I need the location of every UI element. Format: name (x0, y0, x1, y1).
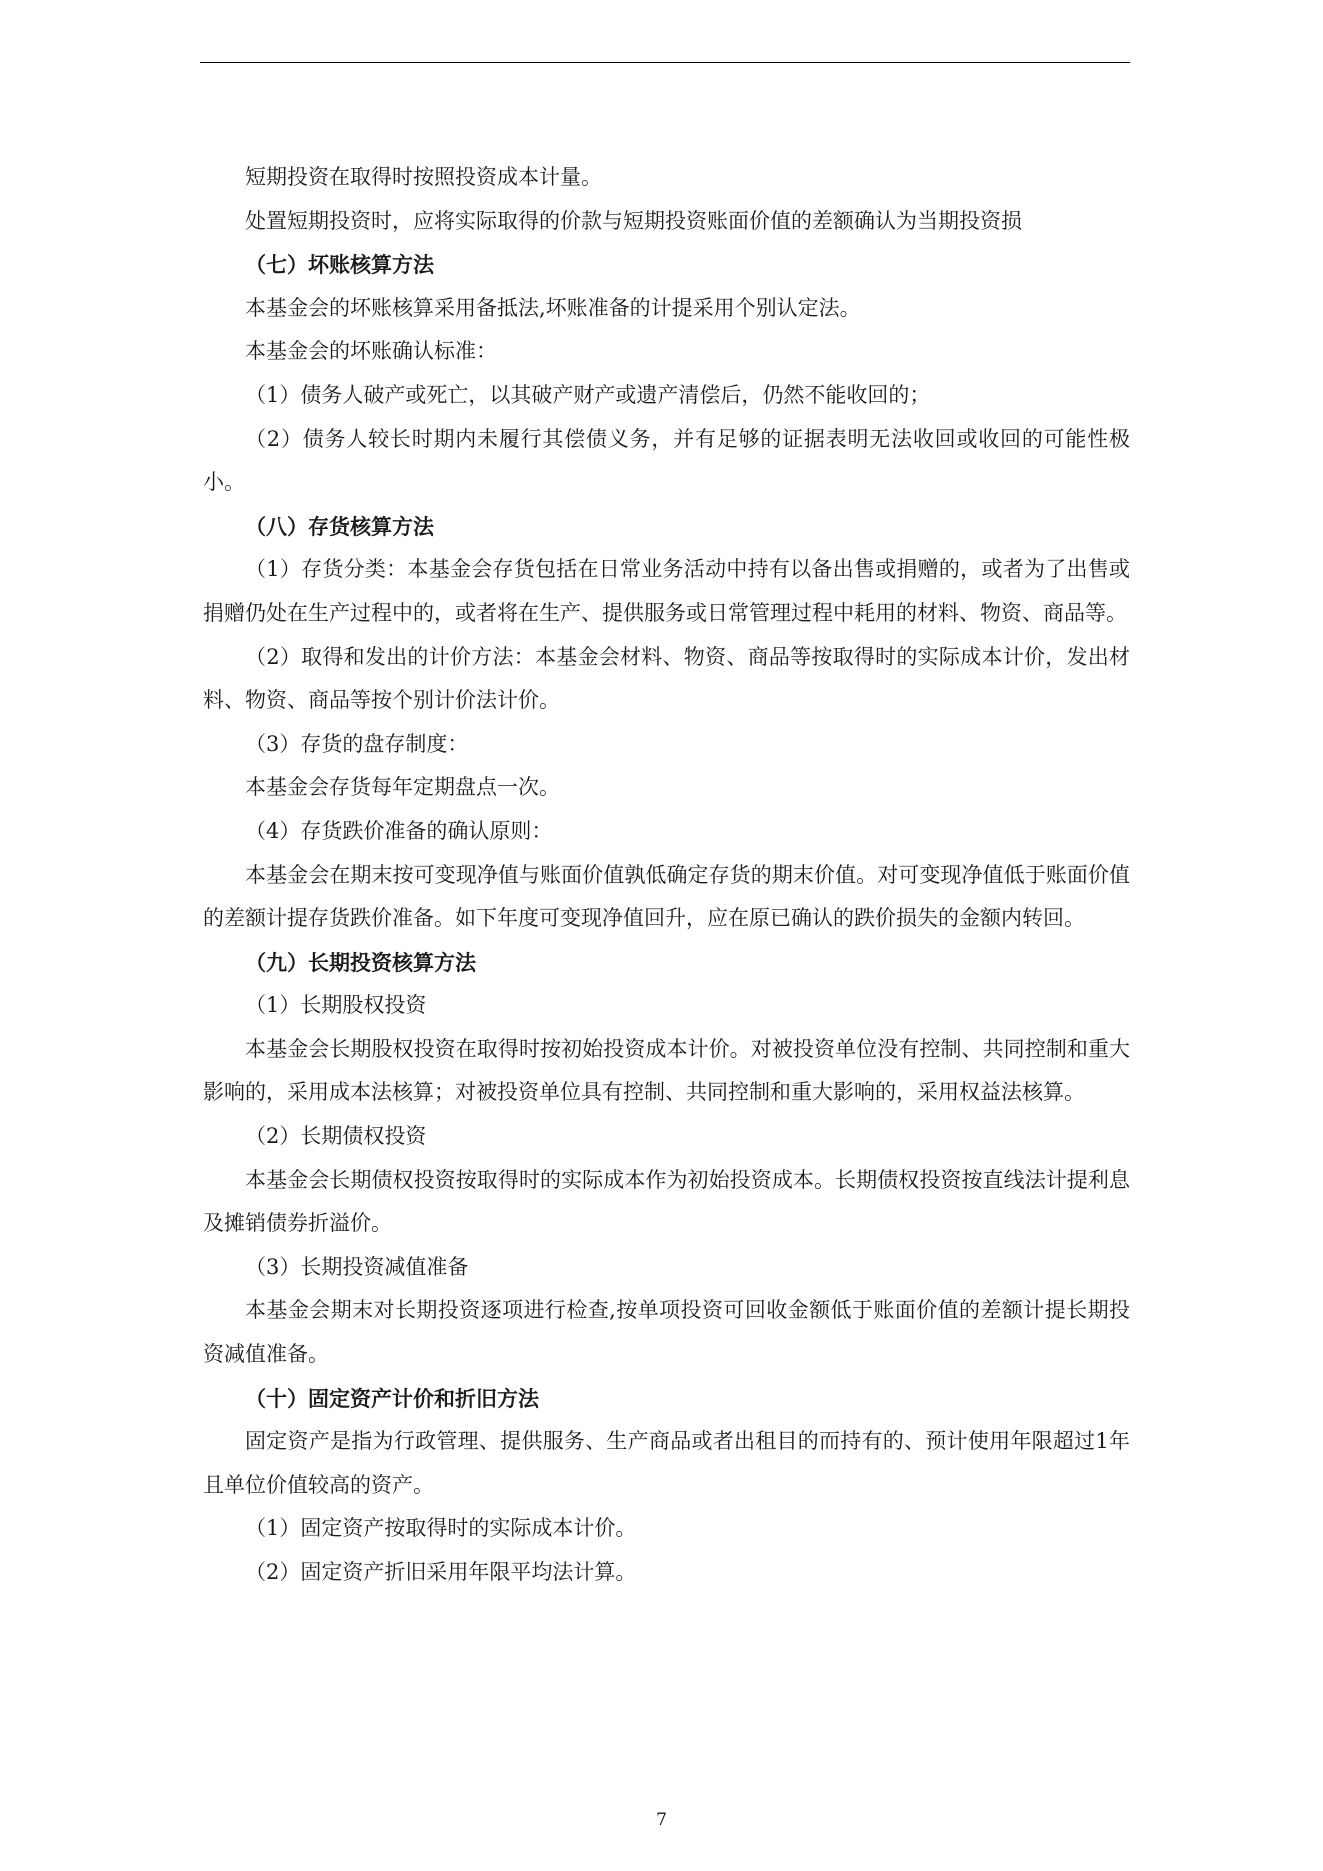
section-heading: （九）长期投资核算方法 (245, 949, 476, 975)
paragraph: 本基金会长期债权投资按取得时的实际成本作为初始投资成本。长期债权投资按直线法计提利息及摊销债券折溢价。 (203, 1167, 1130, 1236)
paragraph: 本基金会长期股权投资在取得时按初始投资成本计价。对被投资单位没有控制、共同控制和重大影响的，采用成本法核算；对被投资单位具有控制、共同控制和重大影响的，采用权益法核算。 (203, 1036, 1130, 1105)
paragraph: （1）固定资产按取得时的实际成本计价。 (245, 1516, 637, 1541)
section-heading: （七）坏账核算方法 (245, 252, 434, 278)
paragraph: （1）债务人破产或死亡，以其破产财产或遗产清偿后，仍然不能收回的； (245, 382, 931, 407)
paragraph: （2）长期债权投资 (245, 1124, 427, 1149)
paragraph: 本基金会期末对长期投资逐项进行检查,按单项投资可回收金额低于账面价值的差额计提长期投资减值准备。 (203, 1298, 1130, 1367)
section-heading: （八）存货核算方法 (245, 513, 434, 539)
paragraph: （2）取得和发出的计价方法：本基金会材料、物资、商品等按取得时的实际成本计价，发出材料、物资、商品等按个别计价法计价。 (203, 644, 1130, 713)
paragraph: 本基金会在期末按可变现净值与账面价值孰低确定存货的期末价值。对可变现净值低于账面价值的差额计提存货跌价准备。如下年度可变现净值回升，应在原已确认的跌价损失的金额内转回。 (203, 862, 1130, 931)
paragraph: （2）固定资产折旧采用年限平均法计算。 (245, 1560, 637, 1584)
paragraph: （3）存货的盘存制度： (245, 731, 469, 756)
section-heading: （十）固定资产计价和折旧方法 (245, 1385, 539, 1411)
document-body (203, 156, 1130, 1595)
paragraph: （1）长期股权投资 (245, 993, 427, 1018)
paragraph: 本基金会的坏账核算采用备抵法,坏账准备的计提采用个别认定法。 (245, 295, 861, 320)
paragraph: 处置短期投资时，应将实际取得的价款与短期投资账面价值的差额确认为当期投资损 (245, 208, 1022, 233)
paragraph: （3）长期投资减值准备 (245, 1254, 469, 1279)
paragraph: （2）债务人较长时期内未履行其偿债义务，并有足够的证据表明无法收回或收回的可能性极小。 (203, 426, 1130, 495)
paragraph: 本基金会存货每年定期盘点一次。 (245, 775, 560, 800)
paragraph: （4）存货跌价准备的确认原则： (245, 818, 553, 843)
paragraph: 本基金会的坏账确认标准： (245, 339, 497, 364)
page-number: 7 (656, 1810, 667, 1830)
paragraph: （1）存货分类：本基金会存货包括在日常业务活动中持有以备出售或捐赠的，或者为了出售或捐赠仍处在生产过程中的，或者将在生产、提供服务或日常管理过程中耗用的材料、物资、商品等。 (203, 557, 1130, 625)
header-rule (200, 62, 1130, 63)
paragraph: 固定资产是指为行政管理、提供服务、生产商品或者出租目的而持有的、预计使用年限超过1年且单位价值较高的资产。 (203, 1429, 1130, 1497)
paragraph: 短期投资在取得时按照投资成本计量。 (245, 165, 602, 189)
